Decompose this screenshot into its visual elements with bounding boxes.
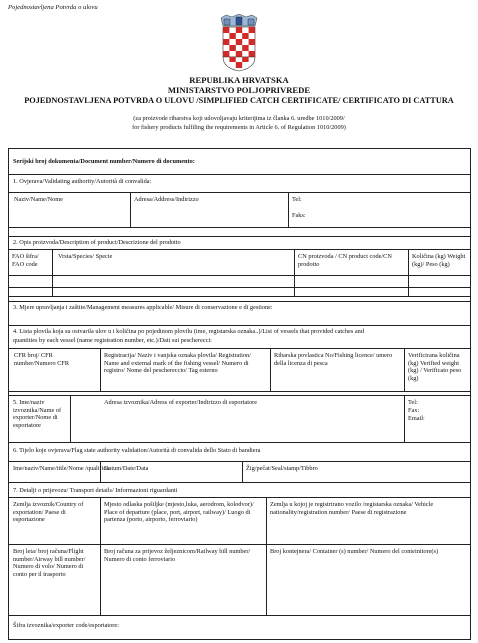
exporter-fax-label: Fax: [408,407,420,414]
cfr-number-header: CFR broj/ CFR number/Numero CFR [14,352,70,367]
fishing-licence-header: Ribarska povlastica No/Fishing licence/ umero della licenza di pesca [274,352,393,367]
exporter-name-label: 5. Ime/naziv izvoznika/Name of exporter/Nome di esportatore [13,399,62,429]
regulation-note-1: (za proizvode ribarstva koji udovoljavaju kriterijima iz članka 6. uredbe 1010/2009/ [133,115,345,122]
section-4-title-line1: 4. Lista plovila koja su ostvarila ulov u i količina po pojedinom plovilu (ime, registarska oznaka..)/List of vessels that provided catches and [13,328,364,335]
section-7-title: 7. Detalji o prijevozu/ Transport details/ Informazioni riguardanti [13,487,178,494]
seal-label: Žig/pečat/Seal/stamp/Tibbro [246,465,318,472]
exporter-code-label: Šifra izvoznika/exporter code/esportatore: [13,622,119,629]
vehicle-nationality-label: Zemlja u kojoj je registrirano vozilo /registarska oznaka/ Vehicle nationality/registration number/ Paese di registrazione [270,501,434,516]
document-title: POJEDNOSTAVLJENA POTVRDA O ULOVU /SIMPLIFIED CATCH CERTIFICATE/ CERTIFICATO DI CATTURA [24,96,454,105]
section-2-title: 2. Opis proizvoda/Description of product/Descrizione del prodotto [13,239,181,246]
ministry-title: MINISTARSTVO POLJOPRIVREDE [167,85,311,95]
flight-number-label: Broj leta/ broj računa/Flight number/Airway bill number/ Numero di volo/ Numero di conto per il trasporto [13,548,86,578]
cn-code-header: CN proizvoda / CN product code/CN prodotto [298,253,392,268]
section-1-title: 1. Ovjerava/Validating authority/Autorità di convalida: [13,178,152,185]
railway-bill-label: Broj računa za prijevoz željeznicom/Railway bill number/ Numero di conto ferroviario [104,548,251,563]
coat-of-arms-icon [219,14,259,72]
official-name-label: Ime/naziv/Name/title/Nome /qualifica [13,465,109,472]
validating-authority-box [8,192,471,228]
regulation-note-2: for fishery products fulfiling the requirements in Article 6. of Regulation 1010/2009) [132,124,346,131]
serial-number-label: Serijski broj dokumenta/Document number/Numero di documento: [13,158,195,165]
departure-place-label: Mjesto odlaska pošiljke (mjesto,luka, aerodrom, kolodvor)/ Place of departure (place, port, airport, railway)/ Luogo di partenza (porto, airporto, ferroviario) [104,501,254,524]
container-number-label: Broj kontejnera/ Container (s) number/ Numero del conteinitore(s) [270,548,439,555]
authority-fax-label: Faks: [292,212,306,219]
section-3-title: 3. Mjere upravljanja i zaštite/Management measures applicable/ Misure di conservazione e di gestione: [13,304,273,311]
authority-name-label: Naziv/Name/Nome [14,196,63,203]
section-4-title-line2: quantities by each vessel (name registration number, etc.)/Dati sui pescherecci: [13,337,212,344]
verified-weight-header: Verificirana količina (kg) Verified weight (kg) / Verificato peso (kg) [408,352,462,382]
species-header: Vrsta/Species/ Specie [58,253,113,260]
export-country-label: Zemlja izvoznik/Country of exportation/ Paese di esportazione [13,501,84,524]
validation-date-label: Datum/Date/Data [104,465,149,472]
exporter-address-label: Adresa izvoznika/Adress of exporter/Indirizzo di esportatore [104,399,257,406]
fao-code-header: FAO šifra/ FAO code [12,253,39,268]
authority-tel-label: Tel: [292,196,302,203]
exporter-tel-label: Tel: [408,399,418,406]
authority-address-label: Adresa/Address/Indirizzo [134,196,199,203]
exporter-email-label: Email: [408,415,425,422]
country-title: REPUBLIKA HRVATSKA [189,75,289,85]
weight-header: Količina (kg) Weight (kg)/ Peso (kg) [412,253,466,268]
top-label: Pojednostavljena Potvrda o ulovu [8,4,98,11]
section-6-title: 6. Tijelo koje ovjerava/Flag state authority validation/Autorità di convalida dello Stato di bandiera [13,447,261,454]
vessel-registration-header: Registracija/ Naziv i vanjska oznaka plovila/ Registration/ Name and external mark of the fishing vessel/ Numero di registro/ Nome del peschereccio/ Tag esterno [104,352,251,375]
